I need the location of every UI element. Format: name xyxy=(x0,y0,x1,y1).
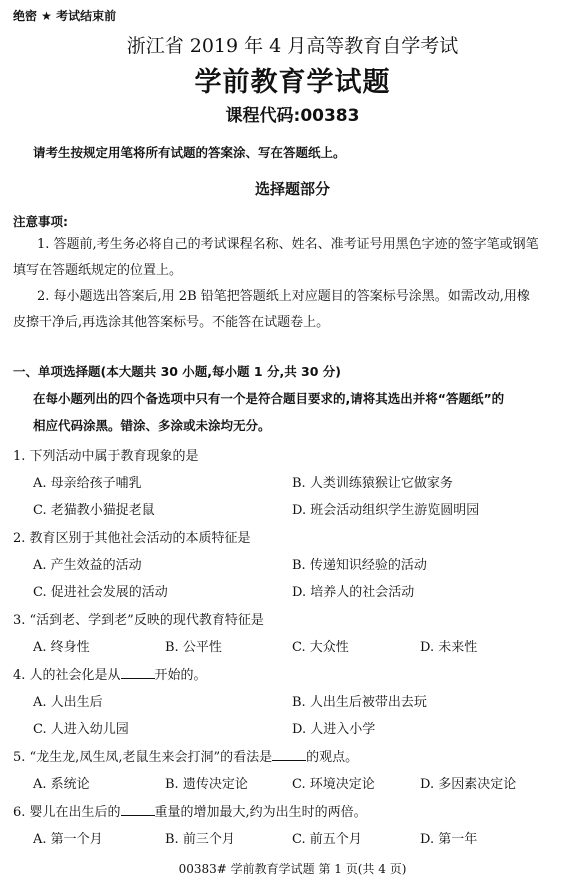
exam-title: 浙江省 2019 年 4 月高等教育自学考试 xyxy=(126,35,459,57)
question-4-option-c: C. 人进入幼儿园 xyxy=(33,722,129,737)
question-4-stem-after: 开始的。 xyxy=(154,668,207,683)
question-1-option-d: D. 班会活动组织学生游览圆明园 xyxy=(292,503,480,518)
question-6-option-d: D. 第一年 xyxy=(420,832,478,847)
question-2-option-c: C. 促进社会发展的活动 xyxy=(33,585,168,600)
paper-title: 学前教育学试题 xyxy=(194,67,391,98)
answer-blank xyxy=(121,803,155,816)
question-1-stem: 1. 下列活动中属于教育现象的是 xyxy=(13,449,199,464)
question-5-option-d: D. 多因素决定论 xyxy=(420,777,517,792)
part1-desc-1: 在每小题列出的四个备选项中只有一个是符合题目要求的,请将其选出并将“答题纸”的 xyxy=(33,391,505,406)
answer-blank xyxy=(121,666,155,679)
question-2-option-b: B. 传递知识经验的活动 xyxy=(292,558,427,573)
question-2-option-d: D. 培养人的社会活动 xyxy=(292,585,415,600)
question-6-option-c: C. 前五个月 xyxy=(292,832,362,847)
page-footer: 00383# 学前教育学试题 第 1 页(共 4 页) xyxy=(178,862,407,876)
question-5-stem-after: 的观点。 xyxy=(306,750,359,765)
question-1-option-a: A. 母亲给孩子哺乳 xyxy=(33,476,142,491)
question-5-option-a: A. 系统论 xyxy=(33,777,90,792)
notes-item-1-cont: 填写在答题纸规定的位置上。 xyxy=(13,263,183,278)
question-1-option-b: B. 人类训练猿猴让它做家务 xyxy=(292,476,453,491)
question-1-option-c: C. 老猫教小猫捉老鼠 xyxy=(33,503,155,518)
question-6-stem-before: 6. 婴儿在出生后的 xyxy=(13,805,121,820)
confidential-label: 绝密 ★ 考试结束前 xyxy=(13,9,117,23)
answer-blank xyxy=(272,748,306,761)
answer-instruction: 请考生按规定用笔将所有试题的答案涂、写在答题纸上。 xyxy=(33,145,346,160)
question-3-option-a: A. 终身性 xyxy=(33,640,90,655)
question-2-option-a: A. 产生效益的活动 xyxy=(33,558,142,573)
question-3-option-c: C. 大众性 xyxy=(292,640,349,655)
question-5-stem xyxy=(13,746,358,765)
question-5-option-c: C. 环境决定论 xyxy=(292,777,375,792)
question-6-option-a: A. 第一个月 xyxy=(33,832,103,847)
question-6-stem xyxy=(13,801,367,820)
question-4-stem xyxy=(13,664,207,683)
question-3-option-d: D. 未来性 xyxy=(420,640,478,655)
question-4-option-d: D. 人进入小学 xyxy=(292,722,376,737)
notes-item-1: 1. 答题前,考生务必将自己的考试课程名称、姓名、准考证号用黑色字迹的签字笔或钢笔 xyxy=(37,237,539,252)
question-3-option-b: B. 公平性 xyxy=(165,640,222,655)
part1-title: 一、单项选择题(本大题共 30 小题,每小题 1 分,共 30 分) xyxy=(13,364,342,379)
course-code: 课程代码:00383 xyxy=(225,106,360,126)
question-3-stem: 3. “活到老、学到老”反映的现代教育特征是 xyxy=(13,613,264,628)
section-title: 选择题部分 xyxy=(254,180,330,198)
question-6-option-b: B. 前三个月 xyxy=(165,832,235,847)
question-4-option-a: A. 人出生后 xyxy=(33,695,103,710)
part1-desc-2: 相应代码涂黑。错涂、多涂或未涂均无分。 xyxy=(33,418,271,433)
notes-item-2: 2. 每小题选出答案后,用 2B 铅笔把答题纸上对应题目的答案标号涂黑。如需改动,用橡 xyxy=(37,289,530,304)
question-5-stem-before: 5. “龙生龙,凤生凤,老鼠生来会打洞”的看法是 xyxy=(13,750,273,765)
question-2-stem: 2. 教育区别于其他社会活动的本质特征是 xyxy=(13,531,251,546)
question-4-stem-before: 4. 人的社会化是从 xyxy=(13,668,121,683)
question-4-option-b: B. 人出生后被带出去玩 xyxy=(292,695,427,710)
question-6-stem-after: 重量的增加最大,约为出生时的两倍。 xyxy=(154,805,367,820)
question-5-option-b: B. 遗传决定论 xyxy=(165,777,248,792)
notes-item-2-cont: 皮擦干净后,再选涂其他答案标号。不能答在试题卷上。 xyxy=(13,315,330,330)
notes-heading: 注意事项: xyxy=(13,214,68,229)
